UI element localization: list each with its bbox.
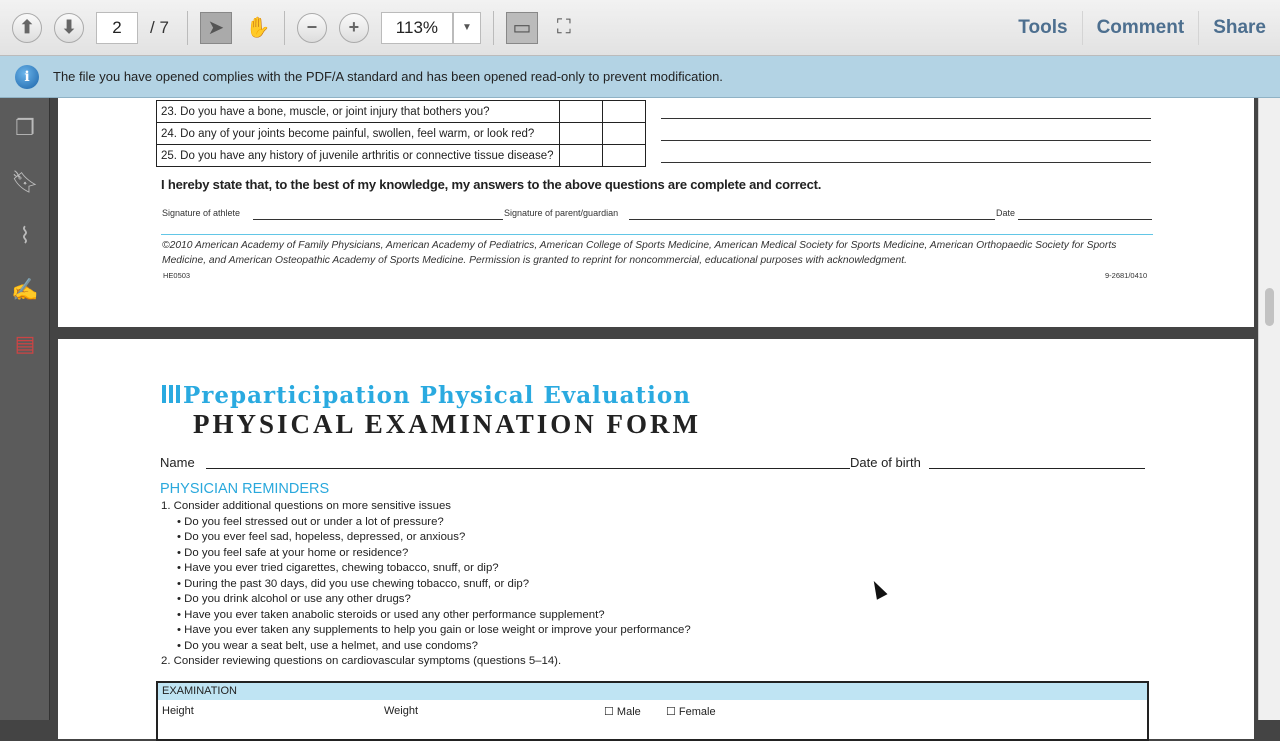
question: 25. Do you have any history of juvenile arthritis or connective tissue disease? [157, 145, 560, 167]
fit-page-icon[interactable]: ⛶ [556, 16, 571, 38]
pdf-info-icon[interactable]: ▤ [14, 331, 36, 356]
answer-line [661, 118, 1151, 119]
info-bar [0, 56, 1280, 98]
date-label: Date [996, 208, 1016, 218]
next-page-button[interactable]: ⬇ [54, 13, 84, 43]
page-number-input[interactable]: 2 [96, 12, 138, 44]
fit-width-icon[interactable]: ▭ [506, 12, 538, 44]
share-button[interactable]: Share [1198, 11, 1280, 45]
name-field[interactable] [206, 468, 850, 469]
zoom-input[interactable]: 113% [381, 12, 453, 44]
question: 23. Do you have a bone, muscle, or joint injury that bothers you? [157, 101, 560, 123]
female-checkbox[interactable]: ☐ Female [666, 706, 716, 718]
list-item: 1. Consider additional questions on more sensitive issues [161, 500, 451, 512]
name-label: Name [160, 455, 195, 470]
list-item: • Do you feel safe at your home or residence? [177, 546, 409, 559]
list-item: • Have you ever tried cigarettes, chewing tobacco, snuff, or dip? [177, 562, 499, 574]
examination-header: EXAMINATION [158, 683, 1147, 700]
divider [187, 11, 188, 45]
divider [161, 234, 1153, 235]
list-item: • During the past 30 days, did you use chewing tobacco, snuff, or dip? [177, 577, 530, 590]
divider [284, 11, 285, 45]
reminders-heading: PHYSICIAN REMINDERS [160, 481, 330, 497]
signature-line [629, 219, 995, 220]
signature-icon[interactable]: ✍ [11, 277, 39, 302]
pdf-page-1 [58, 98, 1254, 327]
zoom-in-button[interactable]: + [339, 13, 369, 43]
previous-page-button[interactable]: ⬆ [12, 13, 42, 43]
attachment-icon[interactable]: ⌇ [19, 223, 31, 248]
dob-field[interactable] [929, 468, 1145, 469]
answer-line [661, 140, 1151, 141]
male-checkbox[interactable]: ☐ Male [604, 706, 641, 718]
form-number: 9-2681/0410 [1105, 271, 1148, 280]
list-item: • Have you ever taken anabolic steroids or used any other performance supplement? [177, 608, 605, 621]
zoom-out-button[interactable]: − [297, 13, 327, 43]
statement: I hereby state that, to the best of my knowledge, my answers to the above questions are complete and correct. [161, 177, 822, 192]
pages-icon[interactable]: ❐ [15, 115, 35, 140]
list-item: • Do you feel stressed out or under a lot of pressure? [177, 515, 444, 528]
signature-athlete-label: Signature of athlete [162, 208, 241, 218]
list-item: • Do you wear a seat belt, use a helmet, and use condoms? [177, 639, 478, 652]
zoom-dropdown-chevron-icon[interactable]: ▼ [453, 12, 481, 44]
list-item: • Do you ever feel sad, hopeless, depressed, or anxious? [177, 531, 466, 543]
vertical-scrollbar[interactable] [1258, 98, 1280, 720]
toolbar [0, 0, 1280, 56]
signature-parent-label: Signature of parent/guardian [504, 208, 619, 218]
table-row [157, 145, 646, 167]
page-total: / 7 [150, 17, 169, 37]
hand-tool-icon[interactable]: ✋ [245, 17, 271, 39]
form-subtitle: PHYSICAL EXAMINATION FORM [193, 409, 702, 439]
divider [493, 11, 494, 45]
comment-button[interactable]: Comment [1082, 11, 1199, 45]
info-icon: i [15, 65, 39, 89]
select-tool-icon[interactable]: ➤ [200, 12, 232, 44]
table-row [157, 123, 646, 145]
weight-label: Weight [384, 705, 419, 717]
form-title-text: Preparticipation Physical Evaluation [183, 382, 691, 409]
scrollbar-thumb[interactable] [1265, 288, 1274, 326]
height-label: Height [162, 705, 194, 717]
pdf-page-2 [58, 339, 1254, 739]
bookmark-icon[interactable]: 🔖︎ [11, 169, 39, 194]
copyright: ©2010 American Academy of Family Physicians, American Academy of Pediatrics, American College of Sports Medicine, American Medical Society for Sports Medicine, American Orthopaedic Society for Sports Medicine, and American Osteopathic Academy of Sports Medicine. Permission is granted to reprint for noncommercial, educational purposes with acknowledgment. [162, 240, 1117, 266]
list-item: 2. Consider reviewing questions on cardiovascular symptoms (questions 5–14). [161, 655, 562, 667]
questions-table [156, 100, 646, 167]
examination-table [156, 681, 1149, 741]
answer-line [661, 162, 1151, 163]
dob-label: Date of birth [850, 455, 921, 470]
info-message: The file you have opened complies with the PDF/A standard and has been opened read-only to prevent modification. [53, 69, 723, 84]
form-title [162, 382, 691, 409]
list-item: • Do you drink alcohol or use any other drugs? [177, 593, 411, 605]
date-line [1018, 219, 1152, 220]
signature-line [253, 219, 503, 220]
table-row [157, 101, 646, 123]
tools-button[interactable]: Tools [1018, 17, 1068, 38]
reminders-list [161, 499, 691, 670]
question: 24. Do any of your joints become painful, swollen, feel warm, or look red? [157, 123, 560, 145]
list-item: • Have you ever taken any supplements to help you gain or lose weight or improve your performance? [177, 624, 691, 636]
navigation-pane [0, 98, 50, 720]
form-code: HE0503 [163, 271, 191, 280]
table-row [158, 700, 1147, 722]
